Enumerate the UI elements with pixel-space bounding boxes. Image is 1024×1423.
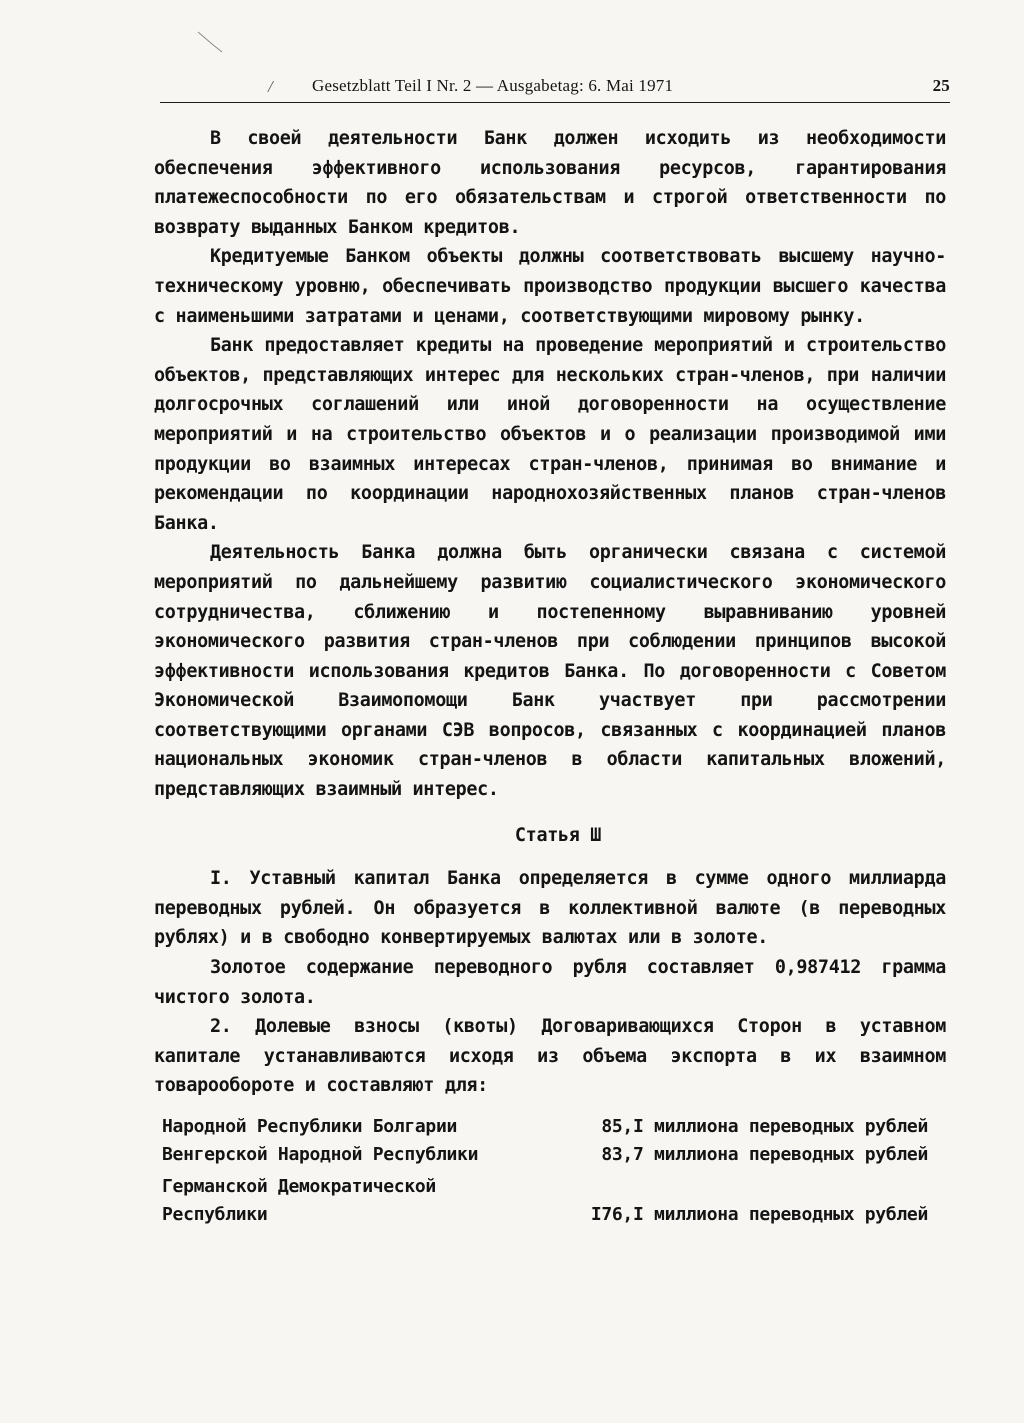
- paragraph-gold-content: Золотое содержание переводного рубля составляет 0,987412 грамма чистого золота.: [154, 957, 946, 1008]
- quota-amount: 83,7 миллиона переводных рублей: [601, 1144, 928, 1165]
- quota-amount: I76,I миллиона переводных рублей: [590, 1204, 928, 1225]
- quota-row: [154, 1113, 946, 1141]
- paragraph-quotas-intro: 2. Долевые взносы (квоты) Договаривающихся Сторон в уставном капитале устанавливаются исходя из объема экспорта в их взаимном товарообороте и составляют для:: [154, 1016, 946, 1097]
- article-heading: Статья Ш: [514, 824, 602, 846]
- paragraph-bank-activity: Деятельность Банка должна быть органически связана с системой мероприятий по дальнейшему развитию социалистического экономического сотрудничества, сближению и постепенному выравниванию уровней экономического развития стран-членов при соблюдении принципов высокой эффективности использования кредитов Банка. По договоренности с Советом Экономической Взаимопомощи Банк участвует при рассмотрении соответствующими органами СЭВ вопросов, связанных с координацией планов национальных экономик стран-членов в области капитальных вложений, представляющих взаимный интерес.: [154, 542, 946, 801]
- quota-row: [154, 1169, 946, 1229]
- paragraph-bank-principles: В своей деятельности Банк должен исходить из необходимости обеспечения эффективного использования ресурсов, гарантирования платежеспособности по его обязательствам и строгой ответственности по возврату выданных Банком кредитов.: [154, 128, 946, 238]
- quota-country: Венгерской Народной Республики: [162, 1144, 479, 1165]
- header-ink-tick: /: [268, 77, 273, 96]
- page-number: 25: [932, 76, 950, 95]
- page-body: [154, 124, 946, 1229]
- scan-artifact-mark: [196, 30, 224, 54]
- paragraph-credited-objects: Кредитуемые Банком объекты должны соответствовать высшему научно-техническому уровню, обеспечивать производство продукции высшего качества с наименьшими затратами и ценами, соответствующими мировому рынку.: [154, 246, 946, 327]
- quota-country-line: Республики: [162, 1204, 268, 1225]
- paragraph-authorized-capital: I. Уставный капитал Банка определяется в сумме одного миллиарда переводных рублей. Он образуется в коллективной валюте (в переводных рублях) и в свободно конвертируемых валютах или в золоте.: [154, 868, 946, 949]
- running-title: Gesetzblatt Teil I Nr. 2 — Ausgabetag: 6. Mai 1971: [312, 76, 674, 95]
- quota-country-line: Германской Демократической: [162, 1176, 436, 1197]
- quota-country: Народной Республики Болгарии: [162, 1116, 458, 1137]
- running-header: [160, 74, 950, 103]
- quota-country: [154, 1169, 562, 1229]
- paragraph-credits-for-projects: Банк предоставляет кредиты на проведение мероприятий и строительство объектов, представляющих интерес для нескольких стран-членов, при наличии долгосрочных соглашений или иной договоренности на осуществление мероприятий и на строительство объектов и о реализации производимой ими продукции во взаимных интересах стран-членов, принимая во внимание и рекомендации по координации народнохозяйственных планов стран-членов Банка.: [154, 335, 946, 534]
- quota-amount: 85,I миллиона переводных рублей: [601, 1116, 928, 1137]
- quota-row: [154, 1141, 946, 1169]
- quota-table: [154, 1113, 946, 1229]
